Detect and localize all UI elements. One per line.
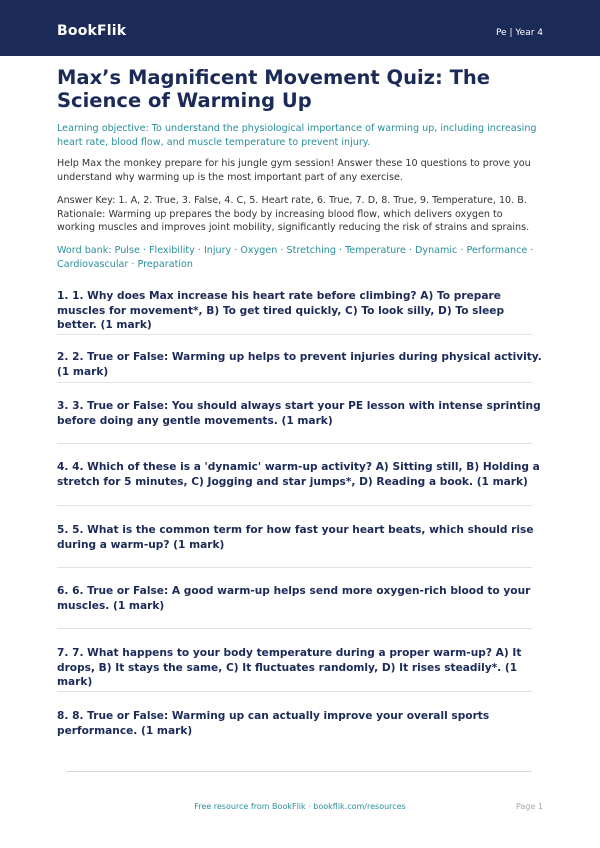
answer-line-3[interactable] <box>57 443 532 444</box>
answer-key: Answer Key: 1. A, 2. True, 3. False, 4. C, 5. Heart rate, 6. True, 7. D, 8. True, 9. Temperature, 10. B. Rationale: Warming up prepares the body by increasing blood flow, which delivers oxygen to working muscles and improves joint mobility, significantly reducing the risk of strains and sprains. <box>57 195 530 233</box>
header-bar <box>0 0 600 56</box>
brand-logo[interactable]: BookFlik <box>57 23 127 39</box>
question-3: 3. 3. True or False: You should always start your PE lesson with intense sprinting before doing any gentle movements. (1 mark) <box>57 400 541 427</box>
question-1: 1. 1. Why does Max increase his heart rate before climbing? A) To prepare muscles for movement*, B) To get tired quickly, C) To look silly, D) To sleep better. (1 mark) <box>57 290 505 331</box>
answer-line-2[interactable] <box>57 382 532 383</box>
answer-line-4[interactable] <box>57 505 532 506</box>
answer-line-1[interactable] <box>57 334 532 335</box>
intro-text: Help Max the monkey prepare for his jungle gym session! Answer these 10 questions to prove you understand why warming up is the most important part of any exercise. <box>57 158 531 183</box>
question-8: 8. 8. True or False: Warming up can actually improve your overall sports performance. (1 mark) <box>57 710 490 737</box>
page-number: Page 1 <box>516 802 543 811</box>
answer-line-6[interactable] <box>57 628 532 629</box>
question-6: 6. 6. True or False: A good warm-up helps send more oxygen-rich blood to your muscles. (1 mark) <box>57 585 531 612</box>
learning-objective: Learning objective: To understand the physiological importance of warming up, including increasing heart rate, blood flow, and muscle temperature to prevent injury. <box>57 123 537 148</box>
answer-line-5[interactable] <box>57 567 532 568</box>
footer-resource-link[interactable]: Free resource from BookFlik · bookflik.com/resources <box>194 802 406 811</box>
question-2: 2. 2. True or False: Warming up helps to prevent injuries during physical activity. (1 mark) <box>57 351 542 378</box>
question-5: 5. 5. What is the common term for how fast your heart beats, which should rise during a warm-up? (1 mark) <box>57 524 534 551</box>
question-4: 4. 4. Which of these is a 'dynamic' warm-up activity? A) Sitting still, B) Holding a stretch for 5 minutes, C) Jogging and star jumps*, D) Reading a book. (1 mark) <box>57 461 540 488</box>
word-bank: Word bank: Pulse · Flexibility · Injury · Oxygen · Stretching · Temperature · Dynamic · Performance · Cardiovascular · Preparation <box>57 245 534 270</box>
answer-line-7[interactable] <box>57 691 532 692</box>
subject-year-label: Pe | Year 4 <box>495 28 543 38</box>
question-7: 7. 7. What happens to your body temperature during a proper warm-up? A) It drops, B) It stays the same, C) It fluctuates randomly, D) It rises steadily*. (1 mark) <box>57 647 522 688</box>
worksheet-title: Max’s Magnificent Movement Quiz: The Science of Warming Up <box>57 66 491 112</box>
footer-divider <box>66 771 532 772</box>
